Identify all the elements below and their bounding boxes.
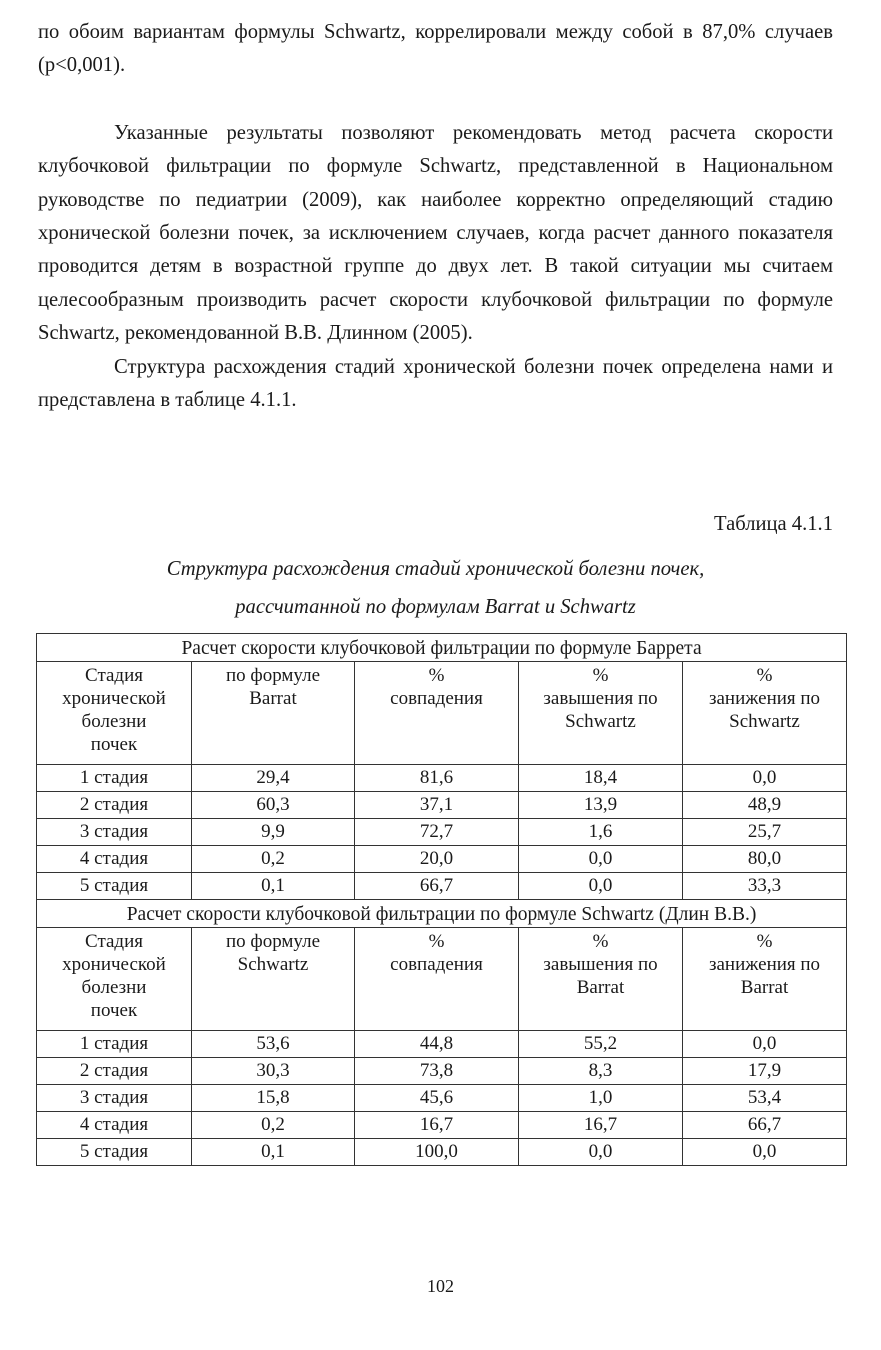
value-cell: 0,2 xyxy=(192,1112,355,1139)
value-cell: 1,6 xyxy=(519,819,683,846)
column-header xyxy=(355,928,519,1031)
column-header xyxy=(683,662,847,765)
table-title-line-1: Структура расхождения стадий хронической болезни почек, xyxy=(166,558,705,580)
column-header-line: хронической xyxy=(62,954,166,975)
column-header-line: Schwartz xyxy=(237,954,309,975)
column-header-line: % xyxy=(756,665,773,686)
stage-label-cell: 3 стадия xyxy=(37,819,192,846)
stage-label-cell: 1 стадия xyxy=(37,1031,192,1058)
table-row xyxy=(37,765,847,792)
section-heading-row xyxy=(37,900,847,928)
section-heading: Расчет скорости клубочковой фильтрации по формуле Баррета xyxy=(37,634,847,662)
paragraph-recommendation: Указанные результаты позволяют рекомендовать метод расчета скорости клубочковой фильтрации по формуле Schwartz, представленной в Национальном руководстве по педиатрии (2009), как наиболее корректно определяющий стадию хронической болезни почек, за исключением случаев, когда расчет данного показателя проводится детям в возрастной группе до двух лет. В такой ситуации мы считаем целесообразным производить расчет скорости клубочковой фильтрации по формуле Schwartz, рекомендованной В.В. Длинном (2005). xyxy=(38,121,833,345)
value-cell: 73,8 xyxy=(355,1058,519,1085)
column-header-line: % xyxy=(592,665,609,686)
value-cell: 44,8 xyxy=(355,1031,519,1058)
value-cell: 37,1 xyxy=(355,792,519,819)
value-cell: 9,9 xyxy=(192,819,355,846)
column-header-line: занижения по xyxy=(708,688,821,709)
value-cell: 55,2 xyxy=(519,1031,683,1058)
value-cell: 0,0 xyxy=(519,846,683,873)
section-heading-row xyxy=(37,634,847,662)
table-row xyxy=(37,1139,847,1166)
value-cell: 20,0 xyxy=(355,846,519,873)
value-cell: 0,0 xyxy=(683,765,847,792)
value-cell: 30,3 xyxy=(192,1058,355,1085)
column-header-line: почек xyxy=(90,734,138,755)
body-text xyxy=(38,16,833,417)
value-cell: 53,4 xyxy=(683,1085,847,1112)
value-cell: 16,7 xyxy=(355,1112,519,1139)
value-cell: 0,0 xyxy=(683,1139,847,1166)
column-header-line: болезни xyxy=(81,711,147,732)
table-body xyxy=(37,634,847,1166)
column-header xyxy=(355,662,519,765)
column-header-line: % xyxy=(428,665,445,686)
table-row xyxy=(37,1031,847,1058)
stage-label-cell: 5 стадия xyxy=(37,873,192,900)
table-row xyxy=(37,1058,847,1085)
column-header-line: Barrat xyxy=(249,688,297,709)
column-header xyxy=(683,928,847,1031)
value-cell: 17,9 xyxy=(683,1058,847,1085)
value-cell: 29,4 xyxy=(192,765,355,792)
value-cell: 80,0 xyxy=(683,846,847,873)
value-cell: 0,0 xyxy=(683,1031,847,1058)
paragraph-continuation: по обоим вариантам формулы Schwartz, коррелировали между собой в 87,0% случаев (p<0,001). xyxy=(38,21,833,77)
value-cell: 48,9 xyxy=(683,792,847,819)
column-header-line: болезни xyxy=(81,977,147,998)
column-header-line: % xyxy=(428,931,445,952)
table-title-line-2: рассчитанной по формулам Barrat и Schwartz xyxy=(235,596,636,618)
stage-label-cell: 2 стадия xyxy=(37,792,192,819)
column-header-line: Schwartz xyxy=(565,711,636,732)
column-header xyxy=(37,928,192,1031)
column-header-line: хронической xyxy=(62,688,166,709)
column-header-line: завышения по xyxy=(543,688,658,709)
stage-discrepancy-table xyxy=(36,633,847,1166)
table-row xyxy=(37,1085,847,1112)
table-row xyxy=(37,846,847,873)
column-header-line: завышения по xyxy=(543,954,658,975)
column-header-line: Barrat xyxy=(740,977,789,998)
value-cell: 100,0 xyxy=(355,1139,519,1166)
column-header-line: Barrat xyxy=(576,977,625,998)
value-cell: 8,3 xyxy=(519,1058,683,1085)
column-header-line: Стадия xyxy=(85,665,143,686)
column-header xyxy=(519,662,683,765)
value-cell: 81,6 xyxy=(355,765,519,792)
value-cell: 0,1 xyxy=(192,1139,355,1166)
column-header-row xyxy=(37,662,847,765)
column-header xyxy=(519,928,683,1031)
value-cell: 18,4 xyxy=(519,765,683,792)
page-number: 102 xyxy=(427,1276,454,1296)
stage-label-cell: 5 стадия xyxy=(37,1139,192,1166)
stage-label-cell: 4 стадия xyxy=(37,1112,192,1139)
column-header-line: по формуле xyxy=(225,931,321,952)
value-cell: 0,2 xyxy=(192,846,355,873)
value-cell: 60,3 xyxy=(192,792,355,819)
column-header-line: совпадения xyxy=(390,688,483,709)
value-cell: 66,7 xyxy=(355,873,519,900)
value-cell: 45,6 xyxy=(355,1085,519,1112)
value-cell: 0,1 xyxy=(192,873,355,900)
value-cell: 0,0 xyxy=(519,1139,683,1166)
value-cell: 13,9 xyxy=(519,792,683,819)
column-header-line: % xyxy=(592,931,609,952)
value-cell: 33,3 xyxy=(683,873,847,900)
column-header-line: Schwartz xyxy=(729,711,800,732)
table-row xyxy=(37,1112,847,1139)
table-label: Таблица 4.1.1 xyxy=(714,513,833,535)
value-cell: 25,7 xyxy=(683,819,847,846)
table-row xyxy=(37,819,847,846)
stage-label-cell: 1 стадия xyxy=(37,765,192,792)
column-header-line: % xyxy=(756,931,773,952)
column-header xyxy=(192,928,355,1031)
table-row xyxy=(37,792,847,819)
value-cell: 72,7 xyxy=(355,819,519,846)
column-header-line: почек xyxy=(90,1000,138,1021)
section-heading: Расчет скорости клубочковой фильтрации по формуле Schwartz (Длин В.В.) xyxy=(37,900,847,928)
column-header xyxy=(37,662,192,765)
value-cell: 66,7 xyxy=(683,1112,847,1139)
value-cell: 0,0 xyxy=(519,873,683,900)
column-header-line: занижения по xyxy=(708,954,821,975)
column-header-line: Стадия xyxy=(85,931,143,952)
paragraph-table-intro: Структура расхождения стадий хронической болезни почек определена нами и представлена в таблице 4.1.1. xyxy=(38,355,833,412)
value-cell: 1,0 xyxy=(519,1085,683,1112)
column-header xyxy=(192,662,355,765)
column-header-row xyxy=(37,928,847,1031)
value-cell: 16,7 xyxy=(519,1112,683,1139)
value-cell: 53,6 xyxy=(192,1031,355,1058)
column-header-line: по формуле xyxy=(225,665,321,686)
table-row xyxy=(37,873,847,900)
value-cell: 15,8 xyxy=(192,1085,355,1112)
stage-label-cell: 4 стадия xyxy=(37,846,192,873)
column-header-line: совпадения xyxy=(390,954,483,975)
stage-label-cell: 3 стадия xyxy=(37,1085,192,1112)
stage-label-cell: 2 стадия xyxy=(37,1058,192,1085)
